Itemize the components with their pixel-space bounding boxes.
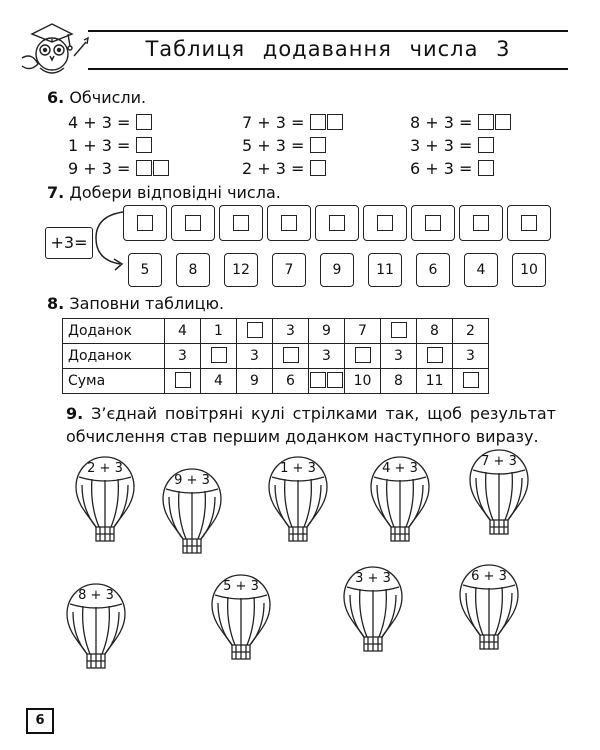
table-cell[interactable] bbox=[417, 344, 453, 369]
balloon-label: 7 + 3 bbox=[481, 454, 517, 469]
balloon-label: 2 + 3 bbox=[87, 461, 123, 476]
answer-box[interactable] bbox=[391, 322, 407, 338]
balloon[interactable] bbox=[458, 563, 520, 659]
result-card: 8 bbox=[176, 253, 210, 287]
task6-expr: 1 + 3 = bbox=[68, 136, 152, 155]
balloon-label: 1 + 3 bbox=[280, 461, 316, 476]
table-cell: 9 bbox=[309, 319, 345, 344]
title-top-line bbox=[88, 30, 568, 32]
result-card: 6 bbox=[416, 253, 450, 287]
balloon-label: 6 + 3 bbox=[471, 569, 507, 584]
balloon[interactable] bbox=[74, 455, 136, 551]
balloon[interactable] bbox=[210, 573, 272, 669]
answer-box[interactable] bbox=[310, 114, 326, 130]
table-cell[interactable] bbox=[237, 319, 273, 344]
answer-box[interactable] bbox=[153, 160, 169, 176]
table-cell: 7 bbox=[345, 319, 381, 344]
task6-expr: 7 + 3 = bbox=[242, 113, 343, 132]
choice-slot[interactable] bbox=[267, 205, 311, 241]
task8-number: 8. bbox=[47, 294, 65, 313]
table-cell: 10 bbox=[345, 369, 381, 394]
table-row bbox=[63, 344, 489, 369]
table-cell: 3 bbox=[309, 344, 345, 369]
result-card: 12 bbox=[224, 253, 258, 287]
balloon-label: 4 + 3 bbox=[382, 461, 418, 476]
table-cell: 3 bbox=[453, 344, 489, 369]
task8-heading bbox=[47, 294, 224, 313]
answer-box[interactable] bbox=[310, 137, 326, 153]
task9-number: 9. bbox=[66, 404, 84, 423]
table-cell: 3 bbox=[237, 344, 273, 369]
table-cell: 4 bbox=[165, 319, 201, 344]
answer-box[interactable] bbox=[463, 372, 479, 388]
owl-icon bbox=[18, 12, 90, 82]
choice-slot[interactable] bbox=[171, 205, 215, 241]
operator-box: +3= bbox=[45, 227, 93, 259]
table-cell: 2 bbox=[453, 319, 489, 344]
result-card: 7 bbox=[272, 253, 306, 287]
row-label: Доданок bbox=[63, 319, 165, 344]
task6-text: Обчисли. bbox=[69, 88, 147, 107]
table-cell: 9 bbox=[237, 369, 273, 394]
table-cell: 4 bbox=[201, 369, 237, 394]
answer-box[interactable] bbox=[310, 160, 326, 176]
table-cell: 3 bbox=[165, 344, 201, 369]
choice-slot[interactable] bbox=[123, 205, 167, 241]
choice-slot[interactable] bbox=[459, 205, 503, 241]
balloon-label: 9 + 3 bbox=[174, 473, 210, 488]
answer-box[interactable] bbox=[327, 114, 343, 130]
answer-box[interactable] bbox=[211, 347, 227, 363]
answer-box[interactable] bbox=[478, 114, 494, 130]
answer-box[interactable] bbox=[427, 347, 443, 363]
task8-text: Заповни таблицю. bbox=[69, 294, 225, 313]
answer-box[interactable] bbox=[495, 114, 511, 130]
balloon-label: 5 + 3 bbox=[223, 579, 259, 594]
table-cell[interactable] bbox=[201, 344, 237, 369]
task6-expr: 6 + 3 = bbox=[410, 159, 494, 178]
answer-box[interactable] bbox=[136, 114, 152, 130]
answer-box[interactable] bbox=[478, 160, 494, 176]
answer-box[interactable] bbox=[478, 137, 494, 153]
answer-box[interactable] bbox=[327, 372, 343, 388]
task6-expr: 9 + 3 = bbox=[68, 159, 169, 178]
table-row bbox=[63, 369, 489, 394]
task7-number: 7. bbox=[47, 183, 65, 202]
task6-expr: 3 + 3 = bbox=[410, 136, 494, 155]
result-card: 9 bbox=[320, 253, 354, 287]
addition-table bbox=[62, 318, 489, 394]
balloon[interactable] bbox=[468, 448, 530, 544]
result-card: 5 bbox=[128, 253, 162, 287]
task7-text: Добери відповідні числа. bbox=[69, 183, 281, 202]
row-label: Доданок bbox=[63, 344, 165, 369]
title-bar bbox=[88, 30, 568, 70]
task6-expr: 8 + 3 = bbox=[410, 113, 511, 132]
table-cell: 6 bbox=[273, 369, 309, 394]
title-bottom-line bbox=[88, 68, 568, 70]
task6-heading bbox=[47, 88, 146, 107]
balloon-label: 8 + 3 bbox=[78, 588, 114, 603]
answer-box[interactable] bbox=[283, 347, 299, 363]
task9-text: З’єднай повітряні кулі стрілками так, щоб результат обчислення став першим доданком наступного виразу. bbox=[66, 404, 556, 446]
page-title: Таблиця додавання числа 3 bbox=[145, 37, 511, 61]
table-cell: 1 bbox=[201, 319, 237, 344]
table-cell: 8 bbox=[417, 319, 453, 344]
task9-heading bbox=[66, 402, 556, 448]
answer-box[interactable] bbox=[355, 347, 371, 363]
balloon[interactable] bbox=[342, 565, 404, 661]
page-number: 6 bbox=[26, 708, 54, 734]
table-cell: 8 bbox=[381, 369, 417, 394]
balloon[interactable] bbox=[65, 582, 127, 678]
task6-expr: 4 + 3 = bbox=[68, 113, 152, 132]
task7-heading bbox=[47, 183, 281, 202]
choice-slot[interactable] bbox=[219, 205, 263, 241]
balloon[interactable] bbox=[161, 467, 223, 563]
balloon-label: 3 + 3 bbox=[355, 571, 391, 586]
task6-number: 6. bbox=[47, 88, 65, 107]
choice-slot[interactable] bbox=[315, 205, 359, 241]
table-row bbox=[63, 319, 489, 344]
task6-expr: 5 + 3 = bbox=[242, 136, 326, 155]
balloon[interactable] bbox=[369, 455, 431, 551]
table-cell[interactable] bbox=[381, 319, 417, 344]
result-card: 10 bbox=[512, 253, 546, 287]
answer-box[interactable] bbox=[247, 322, 263, 338]
choice-slot[interactable] bbox=[507, 205, 551, 241]
table-cell[interactable] bbox=[165, 369, 201, 394]
answer-box[interactable] bbox=[310, 372, 326, 388]
table-cell[interactable] bbox=[453, 369, 489, 394]
choice-slot[interactable] bbox=[363, 205, 407, 241]
table-cell[interactable] bbox=[273, 344, 309, 369]
task6-expr: 2 + 3 = bbox=[242, 159, 326, 178]
result-card: 4 bbox=[464, 253, 498, 287]
table-cell: 3 bbox=[381, 344, 417, 369]
row-label: Сума bbox=[63, 369, 165, 394]
answer-box[interactable] bbox=[175, 372, 191, 388]
table-cell: 11 bbox=[417, 369, 453, 394]
table-cell[interactable] bbox=[345, 344, 381, 369]
balloon[interactable] bbox=[267, 455, 329, 551]
result-card: 11 bbox=[368, 253, 402, 287]
table-cell[interactable] bbox=[309, 369, 345, 394]
table-cell: 3 bbox=[273, 319, 309, 344]
choice-slot[interactable] bbox=[411, 205, 455, 241]
answer-box[interactable] bbox=[136, 137, 152, 153]
answer-box[interactable] bbox=[136, 160, 152, 176]
